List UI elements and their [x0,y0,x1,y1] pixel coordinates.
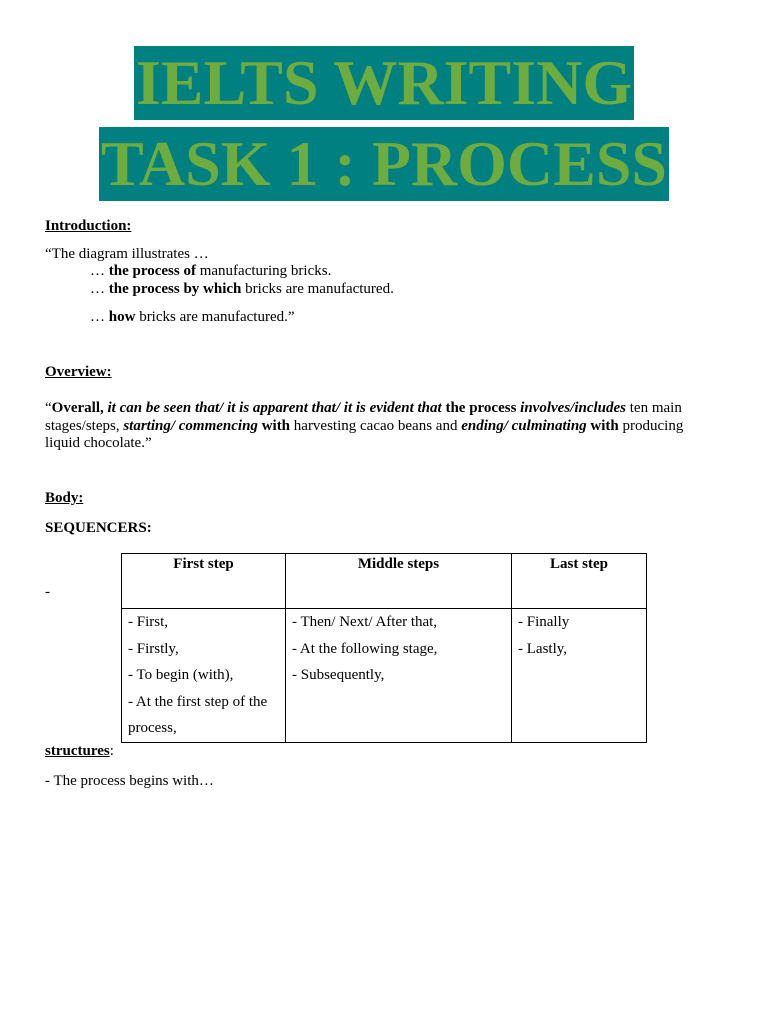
sequencers-label: SEQUENCERS: [45,520,152,536]
introduction-option-1: … the process of manufacturing bricks. [90,263,332,279]
stray-dash: - [45,584,50,600]
list-item: - At the following stage, [292,640,438,657]
table-header-first-step: First step [122,554,286,609]
table-header-middle-steps: Middle steps [286,554,512,609]
table-cell-last-step [512,609,647,743]
table-header-row [122,554,647,609]
structures-label: structures: [45,743,114,759]
table-cell-first-step [122,609,286,743]
list-item: - Firstly, [128,640,179,657]
list-item: process, [128,720,177,736]
table-row [122,609,647,743]
list-item: - Finally [518,614,570,630]
list-item: - Then/ Next/ After that, [292,614,438,630]
title-line-2 [0,127,768,201]
introduction-heading: Introduction: [45,218,132,234]
list-item: - First, [128,614,169,630]
list-item: - At the first step of the [128,693,268,710]
overview-paragraph: “Overall, it can be seen that/ it is apparent that/ it is evident that the process involves/includes ten main stages/steps, starting/ commencing with harvesting cacao beans and ending/ culminating with producing liquid chocolate.” [45,400,684,451]
page-title-line-2: TASK 1 : PROCESS [100,128,668,199]
introduction-option-2: … the process by which bricks are manufactured. [90,281,394,297]
list-item: - To begin (with), [128,667,234,683]
introduction-option-3: … how bricks are manufactured.” [90,309,295,325]
body-heading: Body: [45,490,84,506]
list-item: - Lastly, [518,640,568,657]
sequencers-table [121,553,647,743]
overview-heading: Overview: [45,364,112,380]
title-line-1 [0,46,768,120]
table-header-last-step: Last step [512,554,647,609]
structure-item-1: - The process begins with… [45,773,214,789]
table-cell-middle-steps [286,609,512,743]
page-title-line-1: IELTS WRITING [135,47,633,118]
introduction-lead: “The diagram illustrates … [45,246,209,262]
list-item: - Subsequently, [292,667,385,683]
